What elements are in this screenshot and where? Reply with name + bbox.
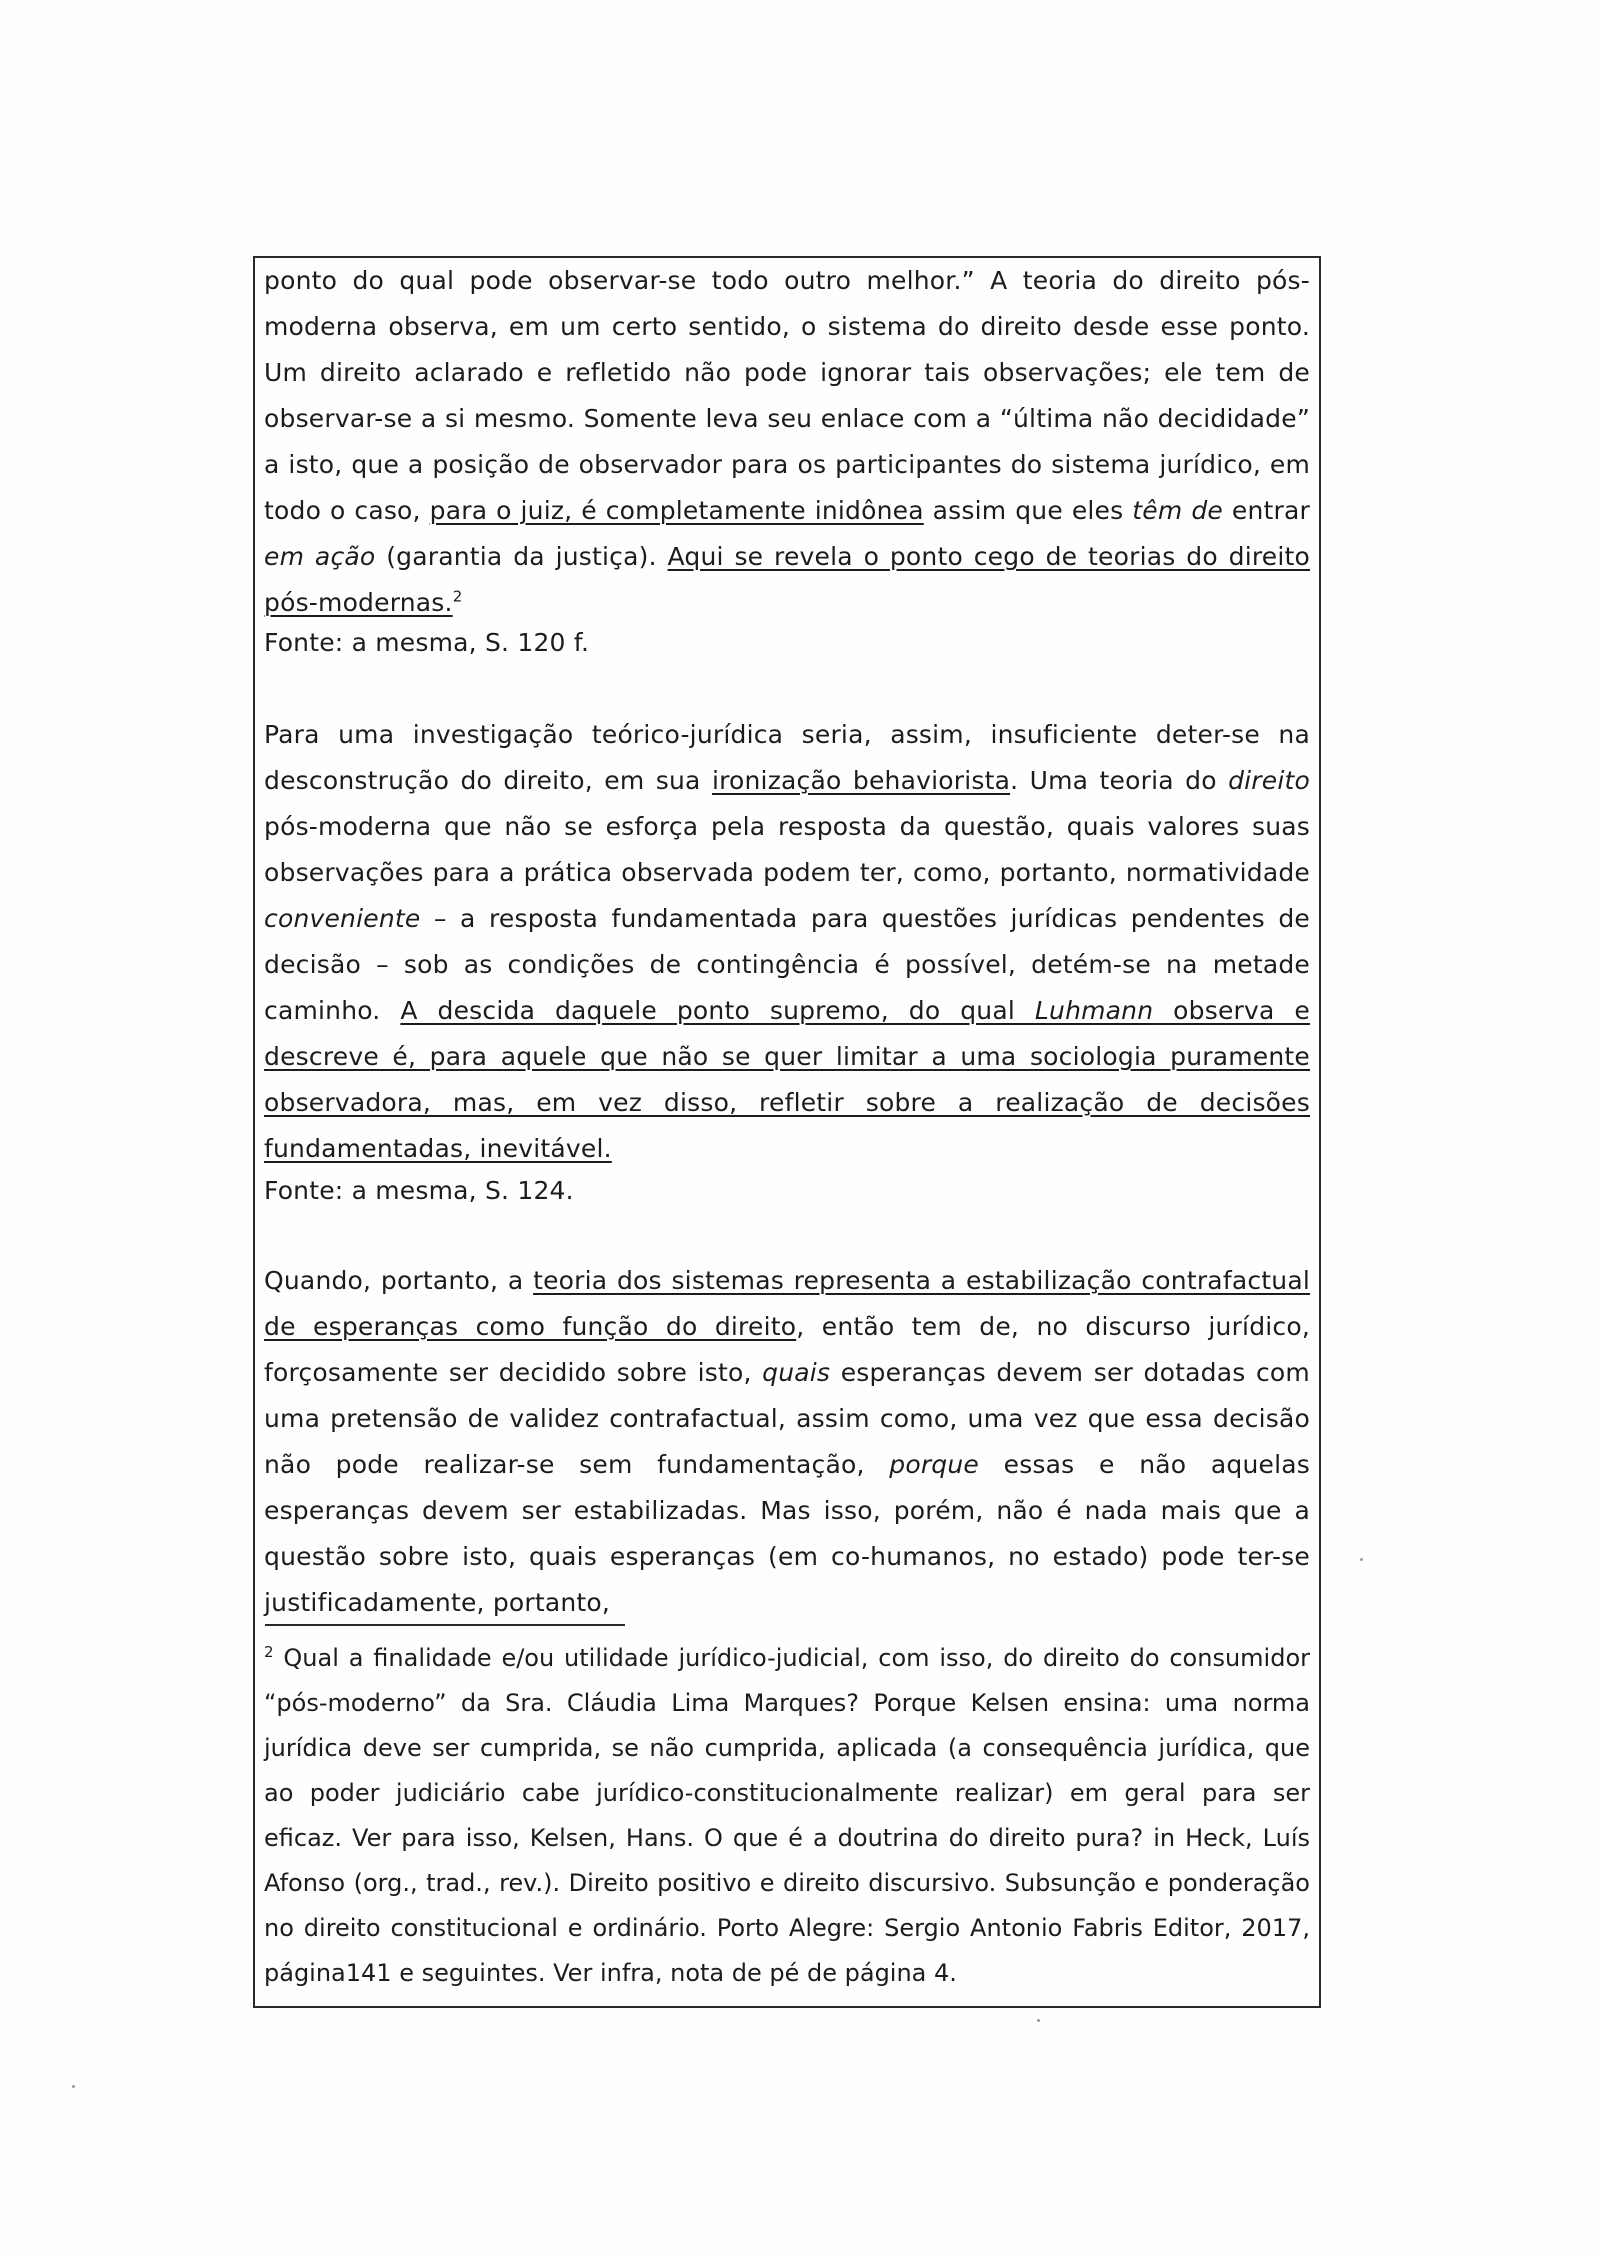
source-citation-2: Fonte: a mesma, S. 124. xyxy=(264,1176,574,1205)
paragraph-1-italic-2: em ação xyxy=(264,542,376,571)
paragraph-3-text-3: esperanças devem ser dotadas com uma pretensão de validez contrafactual, assim como, uma vez que essa decisão não pode realizar-se sem fundamentação, xyxy=(264,1358,1310,1479)
paragraph-2-underline-2b: observa e descreve é, para aquele que não se quer limitar a uma sociologia puramente observadora, mas, em vez disso, refletir sobre a realização de decisões fundamentadas, inevitável. xyxy=(264,996,1310,1163)
paragraph-3-text-4: essas e não aquelas esperanças devem ser estabilizadas. Mas isso, porém, não é nada mais que a questão sobre isto, quais esperanças (em co-humanos, no estado) pode ter-se justificadamente, portanto, xyxy=(264,1450,1310,1617)
paragraph-2-underline-italic: Luhmann xyxy=(1034,996,1154,1025)
paragraph-2-text-3: pós-moderna que não se esforça pela resposta da questão, quais valores suas observações para a prática observada podem ter, como, portanto, normatividade xyxy=(264,812,1310,887)
paragraph-2-text-1: Para uma investigação teórico-jurídica seria, assim, insuficiente deter-se na desconstrução do direito, em sua xyxy=(264,720,1310,795)
paragraph-1-text-4: (garantia da justiça). xyxy=(375,542,668,571)
paragraph-1-text-2: assim que eles xyxy=(923,496,1133,525)
source-citation-1: Fonte: a mesma, S. 120 f. xyxy=(264,628,590,657)
paragraph-1-text-3: entrar xyxy=(1222,496,1310,525)
paragraph-3-italic-2: porque xyxy=(889,1450,980,1479)
paragraph-1-italic-1: têm de xyxy=(1132,496,1223,525)
footnote-text: Qual a finalidade e/ou utilidade jurídico-judicial, com isso, do direito do consumidor “pós-moderno” da Sra. Cláudia Lima Marques? Porque Kelsen ensina: uma norma jurídica deve ser cumprida, se não cumprida, aplicada (a consequência jurídica, que ao poder judiciário cabe jurídico-constitucionalmente realizar) em geral para ser eficaz. Ver para isso, Kelsen, Hans. O que é a doutrina do direito pura? in Heck, Luís Afonso (org., trad., rev.). Direito positivo e direito discursivo. Subsunção e ponderação no direito constitucional e ordinário. Porto Alegre: Sergio Antonio Fabris Editor, 2017, página141 e seguintes. Ver infra, nota de pé de página 4. xyxy=(264,1644,1310,1987)
paragraph-2 xyxy=(264,712,1310,1172)
paragraph-3 xyxy=(264,1258,1310,1626)
paragraph-2-italic-2: conveniente xyxy=(264,904,421,933)
scan-speck xyxy=(72,2085,75,2088)
paragraph-2-underline-1: ironização behaviorista xyxy=(711,766,1011,795)
bordered-text-box xyxy=(253,256,1321,2008)
paragraph-2-italic-1: direito xyxy=(1228,766,1311,795)
paragraph-3-underline-1: teoria dos sistemas representa a estabilização contrafactual de esperanças como função do direito xyxy=(264,1266,1310,1341)
paragraph-3-text-1: Quando, portanto, a xyxy=(264,1266,534,1295)
paragraph-1 xyxy=(264,258,1310,626)
paragraph-3-text-2: , então tem de, no discurso jurídico, forçosamente ser decidido sobre isto, xyxy=(264,1312,1311,1387)
footnote-2 xyxy=(264,1636,1310,1996)
paragraph-1-text-1: ponto do qual pode observar-se todo outro melhor.” A teoria do direito pós-moderna observa, em um certo sentido, o sistema do direito desde esse ponto. Um direito aclarado e refletido não pode ignorar tais observações; ele tem de observar-se a si mesmo. Somente leva seu enlace com a “última não decididade” a isto, que a posição de observador para os participantes do sistema jurídico, em todo o caso, xyxy=(264,266,1310,525)
footnote-separator xyxy=(265,1624,625,1626)
paragraph-1-underline-2: Aqui se revela o ponto cego de teorias do direito pós-modernas. xyxy=(264,542,1310,617)
scan-speck xyxy=(1037,2019,1040,2022)
paragraph-2-text-4: – a resposta fundamentada para questões jurídicas pendentes de decisão – sob as condições de contingência é possível, detém-se na metade caminho. xyxy=(264,904,1310,1025)
footnote-number: 2 xyxy=(264,1643,274,1661)
paragraph-2-underline-2a: A descida daquele ponto supremo, do qual xyxy=(400,996,1035,1025)
paragraph-1-underline-1: para o juiz, é completamente inidônea xyxy=(429,496,924,525)
footnote-reference: 2 xyxy=(452,587,463,606)
paragraph-3-italic-1: quais xyxy=(762,1358,831,1387)
paragraph-2-text-2: . Uma teoria do xyxy=(1010,766,1229,795)
scan-speck xyxy=(1360,1558,1363,1561)
